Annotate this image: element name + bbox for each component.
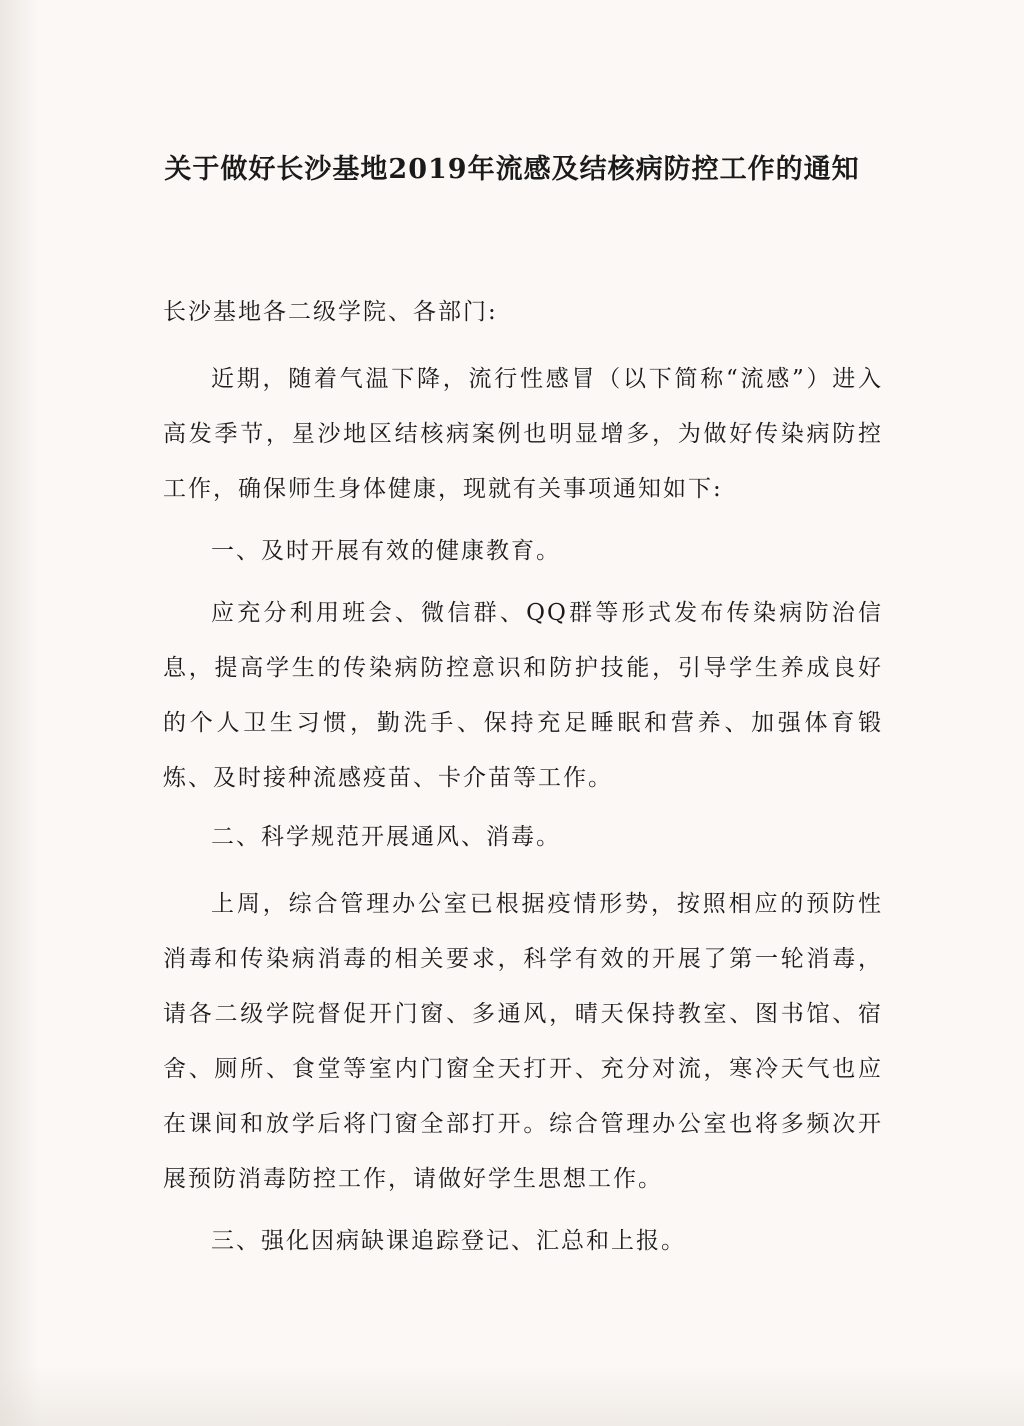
section-1-body: 应充分利用班会、微信群、QQ群等形式发布传染病防治信息，提高学生的传染病防控意识和防护技能，引导学生养成良好的个人卫生习惯，勤洗手、保持充足睡眠和营养、加强体育锻炼、及时接种流感疫苗、卡介苗等工作。 [163,600,883,791]
section-2-heading: 二、科学规范开展通风、消毒。 [211,824,561,850]
section-1-heading: 一、及时开展有效的健康教育。 [211,538,561,564]
intro-paragraph: 近期，随着气温下降，流行性感冒（以下简称“流感”）进入高发季节，星沙地区结核病案例也明显增多，为做好传染病防控工作，确保师生身体健康，现就有关事项通知如下: [163,366,883,502]
salutation: 长沙基地各二级学院、各部门: [163,299,498,325]
scan-shadow-bottom [0,1366,1024,1426]
scan-shadow-left [0,0,40,1426]
section-2-body: 上周，综合管理办公室已根据疫情形势，按照相应的预防性消毒和传染病消毒的相关要求，科学有效的开展了第一轮消毒，请各二级学院督促开门窗、多通风，晴天保持教室、图书馆、宿舍、厕所、食堂等室内门窗全天打开、充分对流，寒冷天气也应在课间和放学后将门窗全部打开。综合管理办公室也将多频次开展预防消毒防控工作，请做好学生思想工作。 [163,891,883,1192]
notice-title: 关于做好长沙基地2019年流感及结核病防控工作的通知 [164,154,860,185]
section-3-heading: 三、强化因病缺课追踪登记、汇总和上报。 [211,1228,686,1254]
